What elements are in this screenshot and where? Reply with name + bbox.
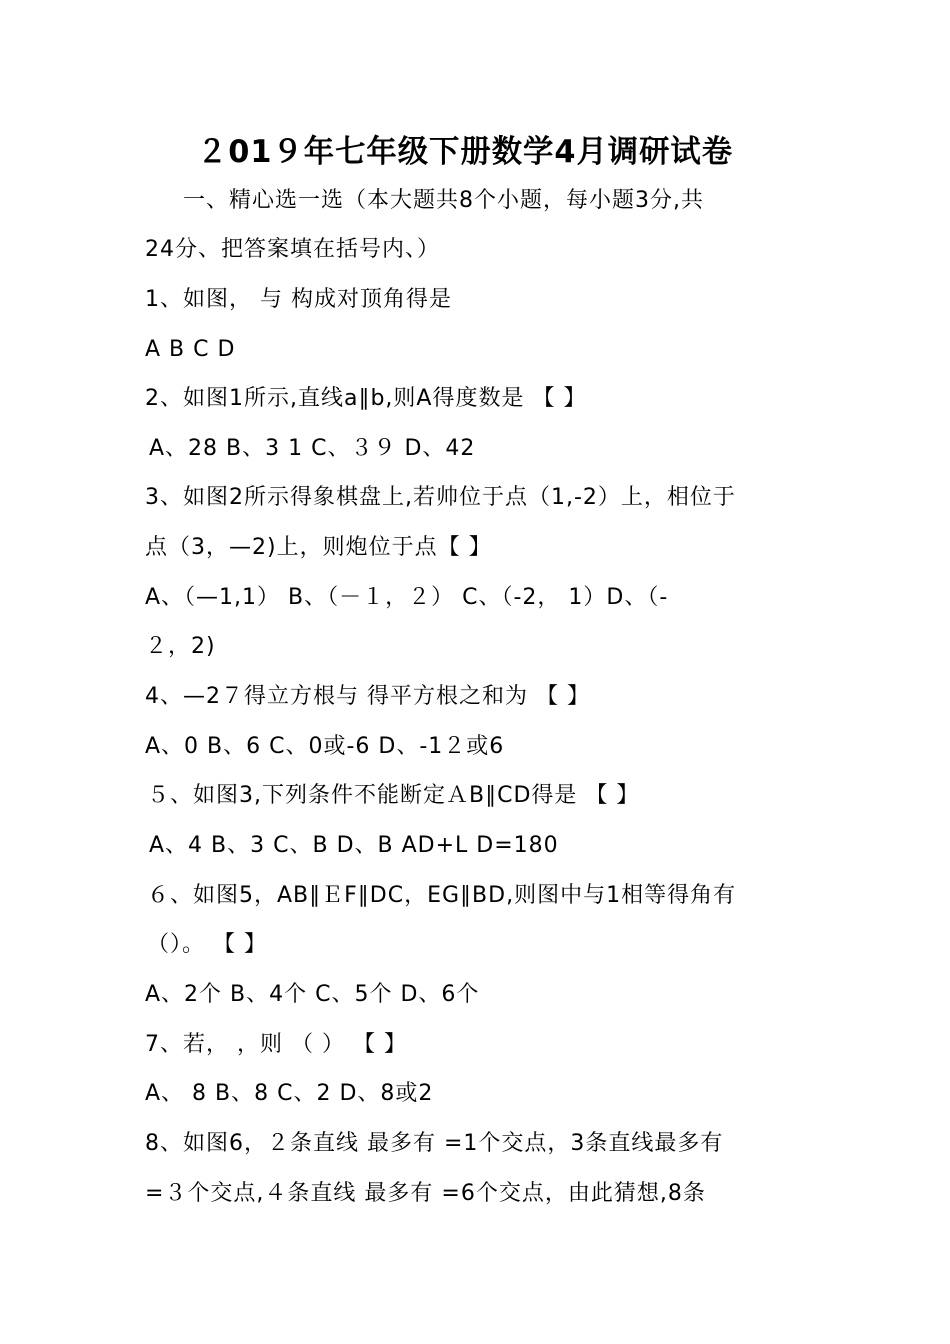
section-1-header: 一、精心选一选（本大题共8个小题，每小题3分,共	[183, 188, 704, 213]
question-7-options: A、 8 B、8 C、2 D、8或2	[145, 1081, 434, 1106]
question-4: 4、—2７得立方根与 得平方根之和为 【 】	[145, 684, 590, 709]
question-3-options-continued: ２，2)	[145, 634, 216, 659]
document-title: ２01９年七年级下册数学4月调研试卷	[196, 134, 734, 170]
question-1-options: A B C D	[145, 337, 236, 362]
question-2-options: A、28 B、3 1 C、３９ D、42	[149, 436, 476, 461]
question-5-options: A、4 B、3 C、B D、B AD+L D=180	[149, 833, 559, 858]
section-1-header-continued: 24分、把答案填在括号内、）	[145, 237, 440, 262]
question-1: 1、如图， 与 构成对顶角得是	[145, 287, 452, 312]
question-3-options: A、（—1,1） B、（－１，２） C、（-2， 1）D、（-	[145, 585, 669, 610]
question-6: ６、如图5，AB∥ＥF∥DC，EG∥BD,则图中与1相等得角有	[147, 883, 737, 908]
question-6-options: A、2个 B、4个 C、5个 D、6个	[145, 982, 480, 1007]
question-4-options: A、0 B、6 C、0或-6 D、-1２或6	[145, 734, 505, 759]
question-8-continued: =３个交点,４条直线 最多有 =6个交点，由此猜想,8条	[145, 1181, 706, 1206]
question-3-continued: 点（3，—2)上，则炮位于点【 】	[145, 535, 492, 560]
question-5: ５、如图3,下列条件不能断定ＡB∥CD得是 【 】	[147, 783, 640, 808]
question-2: 2、如图1所示,直线a∥b,则A得度数是 【 】	[145, 386, 587, 411]
question-6-continued: （）。 【 】	[147, 932, 267, 957]
question-8: 8、如图6，２条直线 最多有 =1个交点，3条直线最多有	[145, 1131, 724, 1156]
question-3: 3、如图2所示得象棋盘上,若帅位于点（1,-2）上，相位于	[145, 485, 736, 510]
question-7: 7、若， ，则 （ ） 【 】	[145, 1032, 407, 1057]
